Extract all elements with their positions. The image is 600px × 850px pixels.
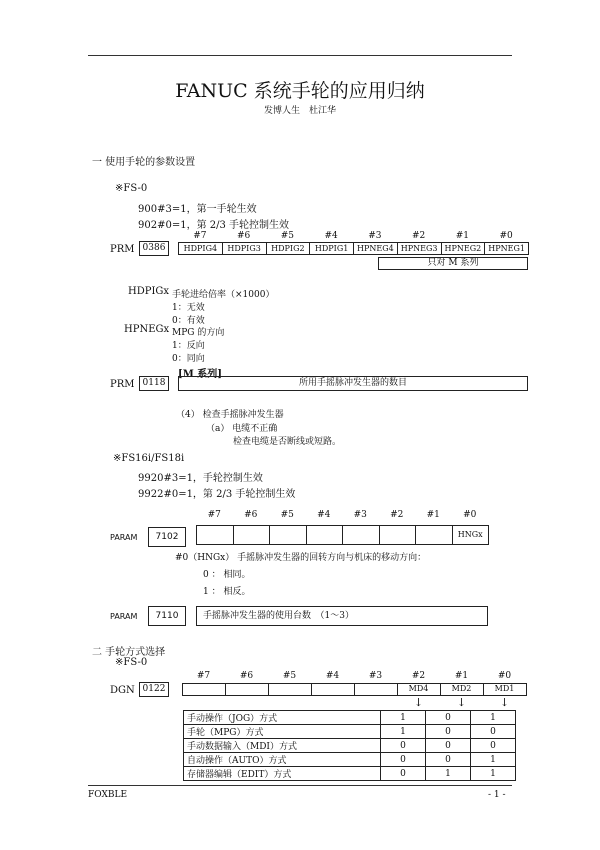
register-cell bbox=[354, 683, 398, 696]
section1-heading: 一 使用手轮的参数设置 bbox=[92, 157, 196, 168]
register-cell bbox=[306, 525, 344, 545]
opt-same: 0 ： 相同。 bbox=[203, 570, 251, 580]
register-cell bbox=[182, 683, 226, 696]
bit-label: #7 bbox=[196, 671, 211, 681]
bit-label: #1 bbox=[454, 671, 469, 681]
prm2-desc-box bbox=[178, 376, 528, 391]
dgn-number-box bbox=[139, 682, 169, 697]
hpneg-1: 1：反向 bbox=[172, 341, 205, 351]
mode-md1-value: 1 bbox=[471, 753, 516, 767]
mode-row bbox=[184, 767, 516, 781]
hdpig-1: 1：无效 bbox=[172, 303, 205, 313]
section2-heading: 二 手轮方式选择 bbox=[92, 647, 166, 658]
register-cell bbox=[269, 525, 307, 545]
dgn-number: 0122 bbox=[142, 684, 166, 694]
param-number: 7102 bbox=[155, 532, 179, 542]
mode-md1-value: 0 bbox=[471, 725, 516, 739]
footer-rule bbox=[88, 785, 512, 786]
register-cell bbox=[225, 683, 269, 696]
mode-md4-value: 0 bbox=[381, 753, 426, 767]
param2-desc-box bbox=[196, 606, 488, 626]
mode-row bbox=[184, 753, 516, 767]
mode-name: 手动数据输入（MDI）方式 bbox=[184, 739, 381, 753]
bit-label: #6 bbox=[236, 231, 251, 241]
register-cell bbox=[233, 525, 271, 545]
bit-label: #7 bbox=[193, 231, 207, 241]
register-cell: HDPIG2 bbox=[266, 242, 311, 255]
register-cell: HPNEG1 bbox=[484, 242, 529, 255]
register-cell: HDPIG3 bbox=[222, 242, 267, 255]
hdpig-name: HDPIGx bbox=[128, 286, 170, 297]
bit-label: #2 bbox=[411, 231, 426, 241]
prm2-desc: 所用手摇脉冲发生器的数目 bbox=[298, 378, 407, 388]
header-rule bbox=[88, 55, 512, 56]
register-cell bbox=[268, 683, 312, 696]
check-a: （a） 电缆不正确 bbox=[206, 424, 278, 434]
hpneg-desc: MPG 的方向 bbox=[172, 328, 225, 338]
mode-name: 自动操作（AUTO）方式 bbox=[184, 753, 381, 767]
bit-label: #5 bbox=[280, 510, 294, 520]
bit-label: #1 bbox=[455, 231, 470, 241]
m-series-label: [M 系列] bbox=[178, 369, 223, 380]
authors: 发博人生 杜江华 bbox=[263, 106, 336, 116]
mode-table bbox=[183, 710, 516, 781]
register-cell bbox=[415, 525, 453, 545]
dgn-label: DGN bbox=[110, 685, 135, 696]
arrow-icon: ↓ bbox=[413, 696, 424, 709]
mode-md1-value: 0 bbox=[471, 739, 516, 753]
register-cell: HDPIG1 bbox=[309, 242, 354, 255]
bit-label: #4 bbox=[317, 510, 331, 520]
mode-name: 手轮（MPG）方式 bbox=[184, 725, 381, 739]
mode-row bbox=[184, 711, 516, 725]
register-cell bbox=[311, 683, 355, 696]
mode-name: 手动操作（JOG）方式 bbox=[184, 711, 381, 725]
mode-row bbox=[184, 739, 516, 753]
mode-md2-value: 0 bbox=[426, 739, 471, 753]
mode-md4-value: 1 bbox=[381, 725, 426, 739]
mode-md4-value: 0 bbox=[381, 739, 426, 753]
fs0-line2: 902#0=1，第 2/3 手轮控制生效 bbox=[138, 220, 290, 231]
prm-label: PRM bbox=[110, 244, 135, 255]
signal-label: MD1 bbox=[494, 684, 515, 693]
fs0-line1: 900#3=1，第一手轮生效 bbox=[138, 204, 257, 215]
param-number-box bbox=[148, 527, 186, 547]
register-cell: HPNEG3 bbox=[397, 242, 442, 255]
bit-label: #4 bbox=[324, 231, 338, 241]
bit-label: #5 bbox=[282, 671, 297, 681]
fs16-line1: 9920#3=1，手轮控制生效 bbox=[138, 473, 263, 484]
mode-md2-value: 0 bbox=[426, 753, 471, 767]
bit-label: #4 bbox=[325, 671, 340, 681]
prm2-number: 0118 bbox=[142, 378, 166, 388]
register-cell: HPNEG4 bbox=[353, 242, 398, 255]
mode-md2-value: 1 bbox=[426, 767, 471, 781]
footer-right: - 1 - bbox=[488, 790, 506, 800]
mode-md4-value: 1 bbox=[381, 711, 426, 725]
prm-number: 0386 bbox=[142, 243, 166, 253]
register-cell bbox=[196, 525, 234, 545]
register-cell: HDPIG4 bbox=[178, 242, 223, 255]
bit-label: #0 bbox=[497, 671, 512, 681]
bit-label: #7 bbox=[207, 510, 221, 520]
bit-label: #2 bbox=[390, 510, 404, 520]
mode-row bbox=[184, 725, 516, 739]
check-title: （4） 检查手摇脉冲发生器 bbox=[176, 410, 284, 420]
prm2-label: PRM bbox=[110, 379, 135, 390]
mode-md1-value: 1 bbox=[471, 767, 516, 781]
check-a2: 检查电缆是否断线或短路。 bbox=[233, 437, 342, 447]
fs0-label: ※FS-0 bbox=[115, 183, 148, 194]
bit-label: #3 bbox=[368, 671, 383, 681]
bit-label: #6 bbox=[244, 510, 258, 520]
param2-desc: 手摇脉冲发生器的使用台数 （1～3） bbox=[203, 611, 354, 621]
bit-label: #3 bbox=[368, 231, 382, 241]
hdpig-desc: 手轮进给倍率（×1000） bbox=[172, 290, 275, 300]
bit-label: #2 bbox=[411, 671, 426, 681]
mode-md2-value: 0 bbox=[426, 711, 471, 725]
mode-md1-value: 1 bbox=[471, 711, 516, 725]
fs16-label: ※FS16i/FS18i bbox=[113, 453, 185, 464]
signal-label: MD4 bbox=[408, 684, 429, 693]
bit-label: #6 bbox=[239, 671, 254, 681]
s2-fs0-label: ※FS-0 bbox=[115, 657, 148, 668]
param2-label: PARAM bbox=[110, 612, 138, 621]
arrow-icon: ↓ bbox=[456, 696, 467, 709]
signal-label: MD2 bbox=[451, 684, 472, 693]
bit-label: #5 bbox=[280, 231, 295, 241]
page-title: FANUC 系统手轮的应用归纳 bbox=[175, 80, 425, 102]
hdpig-0: 0：有效 bbox=[172, 316, 205, 326]
register-cell: HPNEG2 bbox=[441, 242, 486, 255]
hpneg-0: 0：同向 bbox=[172, 354, 205, 364]
bit-label: #1 bbox=[426, 510, 440, 520]
prm2-number-box bbox=[139, 376, 169, 391]
prm-number-box bbox=[139, 241, 169, 256]
hpneg-name: HPNEGx bbox=[124, 324, 170, 335]
register-cell bbox=[379, 525, 417, 545]
footer-left: FOXBLE bbox=[88, 790, 128, 800]
fs16-line2: 9922#0=1，第 2/3 手轮控制生效 bbox=[138, 489, 296, 500]
param-label: PARAM bbox=[110, 533, 138, 542]
opt-reverse: 1 ： 相反。 bbox=[203, 587, 251, 597]
m-only-box bbox=[378, 257, 528, 270]
param2-number: 7110 bbox=[155, 611, 179, 621]
bit-label: #0 bbox=[499, 231, 513, 241]
param2-number-box bbox=[148, 606, 186, 626]
arrow-icon: ↓ bbox=[499, 696, 510, 709]
m-only-label: 只对 M 系列 bbox=[427, 258, 479, 268]
mode-name: 存储器编辑（EDIT）方式 bbox=[184, 767, 381, 781]
register-cell: HNGx bbox=[452, 525, 490, 545]
mode-md2-value: 0 bbox=[426, 725, 471, 739]
register-cell bbox=[342, 525, 380, 545]
mode-md4-value: 0 bbox=[381, 767, 426, 781]
bit-label: #0 bbox=[463, 510, 477, 520]
bit-label: #3 bbox=[353, 510, 367, 520]
bit0-desc: #0（HNGx） 手摇脉冲发生器的回转方向与机床的移动方向： bbox=[175, 553, 427, 563]
